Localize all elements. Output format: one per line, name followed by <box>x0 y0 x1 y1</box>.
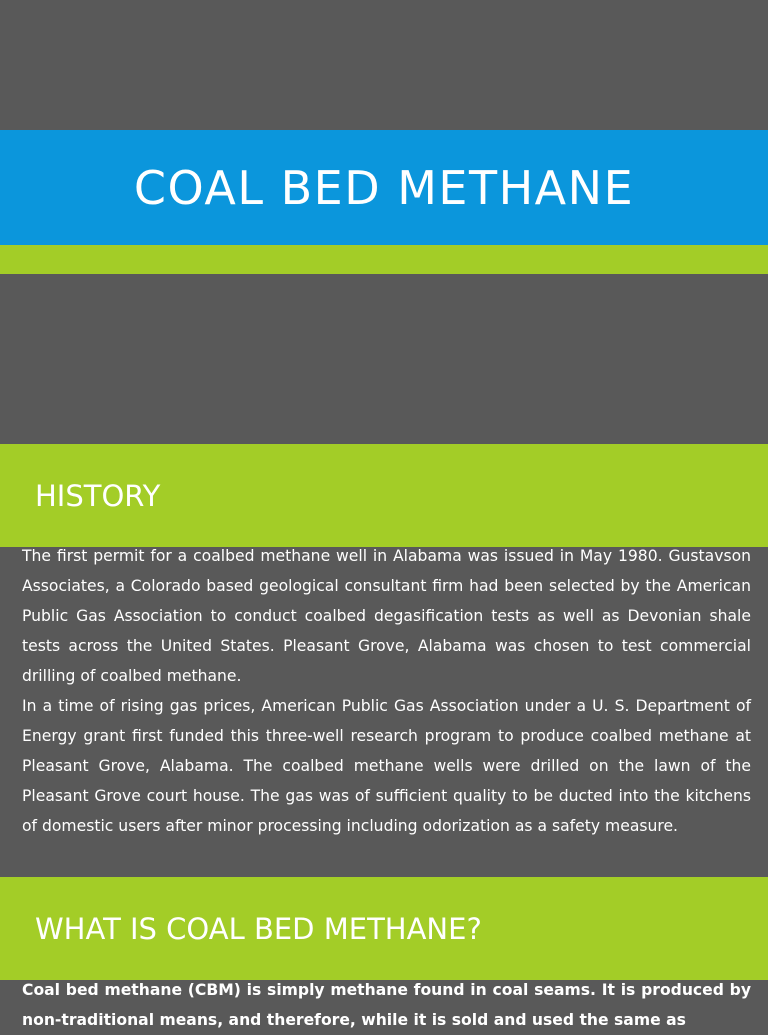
history-header <box>0 444 768 547</box>
what-is-paragraph: Coal bed methane (CBM) is simply methane found in coal seams. It is produced by non-traditional means, and therefore, while it is sold and used the same as <box>22 981 751 1029</box>
history-paragraph: The first permit for a coalbed methane well in Alabama was issued in May 1980. Gustavson Associates, a Colorado based geological consultant firm had been selected by the American Public Gas Association to conduct coalbed degasification tests as well as Devonian shale tests across the United States. Pleasant Grove, Alabama was chosen to test commercial drilling of coalbed methane. <box>22 547 751 685</box>
what-is-heading: WHAT IS COAL BED METHANE? <box>35 911 482 946</box>
title-band <box>0 130 768 245</box>
history-body <box>22 541 751 841</box>
what-is-header <box>0 877 768 980</box>
what-is-body <box>22 975 751 1035</box>
history-paragraph: In a time of rising gas prices, American Public Gas Association under a U. S. Department of Energy grant first funded this three-well research program to produce coalbed methane at Pleasant Grove, Alabama. The coalbed methane wells were drilled on the lawn of the Pleasant Grove court house. The gas was of sufficient quality to be ducted into the kitchens of domestic users after minor processing including odorization as a safety measure. <box>22 697 751 835</box>
accent-strip <box>0 245 768 274</box>
history-heading: HISTORY <box>35 478 161 513</box>
slide-title: COAL BED METHANE <box>133 160 635 215</box>
